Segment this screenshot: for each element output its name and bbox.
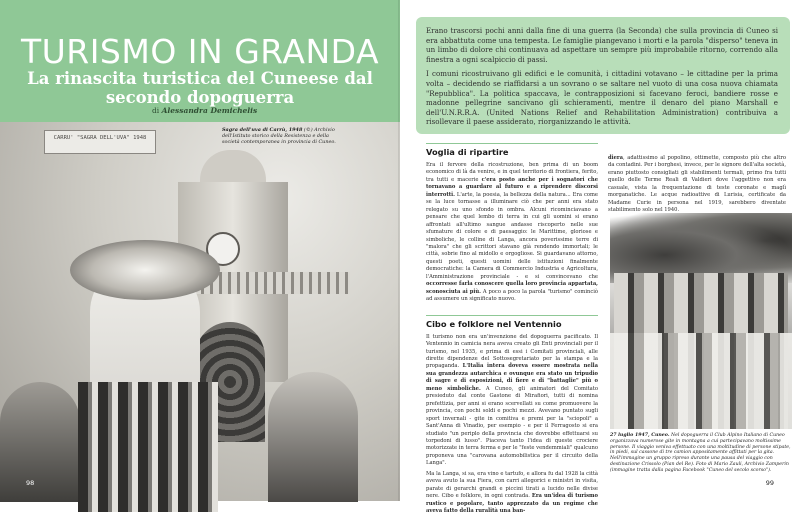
photo-caption-left xyxy=(222,127,342,146)
intro-box xyxy=(416,17,790,134)
page-number-left: 98 xyxy=(26,479,35,487)
section-2-highlight: L'Italia intera doveva essere mostrata nella sua grandezza autarchica e ovunque era stato un tripudio di sagre e di esposizioni, di fiere e di "battaglie" più o meno simboliche. xyxy=(426,363,598,392)
caption-title-left: Sagra dell'uva di Carrù, 1948 xyxy=(222,127,303,133)
column-2-text: , adattissimo al popolino, ottimette, composto più che altro da contadini. Per i borghesi, invece, per le signore dell'alta società, erano piuttosto consigliati gli stabilimenti termali, primo fra tutti quello delle Terme Reali di Valdieri dove l'aggettivo non era casuale, vista la frequentazione di teste coronate e maglì morganatiche. Le acque radioattive di Lurisia, certificate da Madame Curie in persona nel 1919, sarebbero diventate stabilimento solo nel 1940. xyxy=(608,155,786,214)
caption-body-right: Nel dopoguerra il Club Alpino Italiano di Cuneo organizzava numerose gite in montagna a cui partecipavano moltissime persone. Il viaggio veniva effettuato con una moltitudine di persone stipate, in piedi, sul cassone di tre camion appositamente affittati per la gita. Nell'immagine un gruppo ripreso durante una pausa del viaggio con destinazione Crissolo (Pian del Re). Foto di Mario Zauli, Archivio Zamperin (immagine tratta dalla pagina Facebook "Cuneo del secolo scorso"). xyxy=(610,433,791,473)
photo-plaque: CARRU' "SAGRA DELL'UVA" 1948 xyxy=(44,130,156,154)
column-2-bold-start: diera xyxy=(608,155,623,161)
page-number-right: 99 xyxy=(765,479,774,487)
person-left xyxy=(0,382,80,502)
section-title-2: Cibo e folklore nel Ventennio xyxy=(426,315,598,329)
section-title-1: Voglia di ripartire xyxy=(426,143,598,157)
section-2-rest: A Cuneo, gli animatori del Comitato presieduto dal conte Gastone di Mirafiori, tutti di nomina prefettizia, per anni si erano scervellati su come promuovere la provincia, con pochi soldi e pochi mezzi. Avevano puntato sugli sport invernali - gite in comitiva e premi per la "sciopoli" a Sant'Anna di Vinadio, per esempio - e per il Ferragosto si era studiato "un periplo della provincia che dovrebbe effettuarsi su torpedoni di lusso". Piaceva tanto l'idea di queste crociere motorizzate in terra ferma e per le "feste vendemmiali" qualcuno proponeva una "carovana automobilistica per il circuito della Langa". xyxy=(426,385,598,467)
byline-author: Alessandra Demichelis xyxy=(161,106,258,115)
intro-paragraph-2: I comuni ricostruivano gli edifici e le comunità, i cittadini votavano – le cittadine per la prima volta – decidendo se riaffidarsi a un sovrano o se saltare nel vuoto di una cosa nuova chiamata "Repubblica". La politica spaccava, le contrapposizioni si facevano feroci, bandiere rosse e madonne pellegrine sancivano gli schieramenti, mentre il denaro del piano Marshall e dell'U.N.R.R.A. (United Nations Relief and Rehabilitation Administration) contribuiva a risollevare il paese assiderato, riorganizzando le attività. xyxy=(426,69,778,127)
section-2-p2: Ma la Langa, si sa, era vino e tartufo, e allora fu dal 1928 la città aveva avuto la sua Fiera, con carri allegorici e ministri in visita, parate di gerarchi grandi e piccini tirati a lucido nelle divise nere. Cibo e folklore, in ogni contrada. xyxy=(426,470,598,500)
intro-paragraph-1: Erano trascorsi pochi anni dalla fine di una guerra (la Seconda) che sulla provincia di Cuneo si era abbattuta come una tempesta. Le famiglie piangevano i morti e la parola "disperso" teneva in un limbo di dolore chi continuava ad aspettare un sempre più improbabile ritorno, correndo alla finestra a ogni scalpiccio di passi. xyxy=(426,26,778,64)
section-1-highlight-2: occorresse farla conoscere quella loro provincia appartata, sconosciuta ai più. xyxy=(426,281,598,295)
text-column-2 xyxy=(608,155,786,215)
section-1-end: A poco a poco la parola "turismo" cominciò ad assumere un significato nuovo. xyxy=(426,288,599,303)
section-1-highlight: c'era posto anche per i sognatori che tornavano a guardare al futuro e a riprendere discorsi interrotti. xyxy=(426,176,598,198)
caption-title-right: 27 luglio 1947, Cuneo. xyxy=(610,433,670,438)
article-title: TURISMO IN GRANDA xyxy=(20,32,380,71)
right-page xyxy=(400,0,800,515)
column-2-body xyxy=(608,155,786,215)
byline xyxy=(152,106,257,115)
caption-body-left: (©) Archivio dell'Istituto storico della Resistenza e della società contemporanea in provincia di Cuneo. xyxy=(222,127,336,146)
section-1-rest: L'arte, la poesia, la bellezza della natura... Era come se la luce tornasse a illuminare ciò che per anni era stato relegato su uno sfondo in ombra. Alcuni ricominciavano a pensare che quel lembo di terra in cui gli uomini si erano affrontati all'ultimo sangue andasse riscoperto nelle sue sfumature di colore e di paesaggio: le Marittime, gloriose e simboliche, le colline di Langa, ancora poverissime terre di "malora" che gli scrittori stavano già rendendo immortali; le città, sobrie fino al midollo e orgogliose. Si guardavano attorno, questi poeti, questi uomini delle istituzioni finalmente democratiche: la Camera di Commercio Industria e Agricoltura, l'Amministrazione provinciale - e si convincevano che xyxy=(426,191,598,280)
article-subtitle: La rinascita turistica del Cuneese dal secondo dopoguerra xyxy=(27,69,373,107)
festival-photo xyxy=(0,122,400,501)
section-2-paragraph-2 xyxy=(426,471,598,515)
section-2-body xyxy=(426,334,598,468)
text-column-1 xyxy=(426,143,598,515)
section-1-lead: Era il fervore della ricostruzione, ben prima di un boom economico di là da venire, e in quel territorio di frontiera, ferito, tra tutti e macerie xyxy=(426,162,598,183)
section-2-lead: Il turismo non era un'invenzione del dopoguerra pacificato. Il Ventennio in camicia nera aveva creato gli Enti provinciali per il turismo, nel 1935, e prima di essi i Comitati provinciali, alle dirette dipendenze del Sottosegretariato per la stampa e la propaganda. xyxy=(426,333,598,370)
photo-group-front xyxy=(610,333,792,429)
left-page xyxy=(0,0,400,501)
section-1-body xyxy=(426,162,598,304)
byline-prefix: di xyxy=(152,106,160,115)
wide-hat xyxy=(70,240,220,300)
person-right xyxy=(268,372,358,502)
section-2-highlight-3: Era un'idea di turismo rustico e popolare, tanto apprezzato da un regime che aveva fatto della ruralità una ban- xyxy=(426,493,598,515)
photo-caption-right xyxy=(610,433,792,474)
woman-skirt xyxy=(78,382,218,512)
group-photo xyxy=(610,213,792,429)
